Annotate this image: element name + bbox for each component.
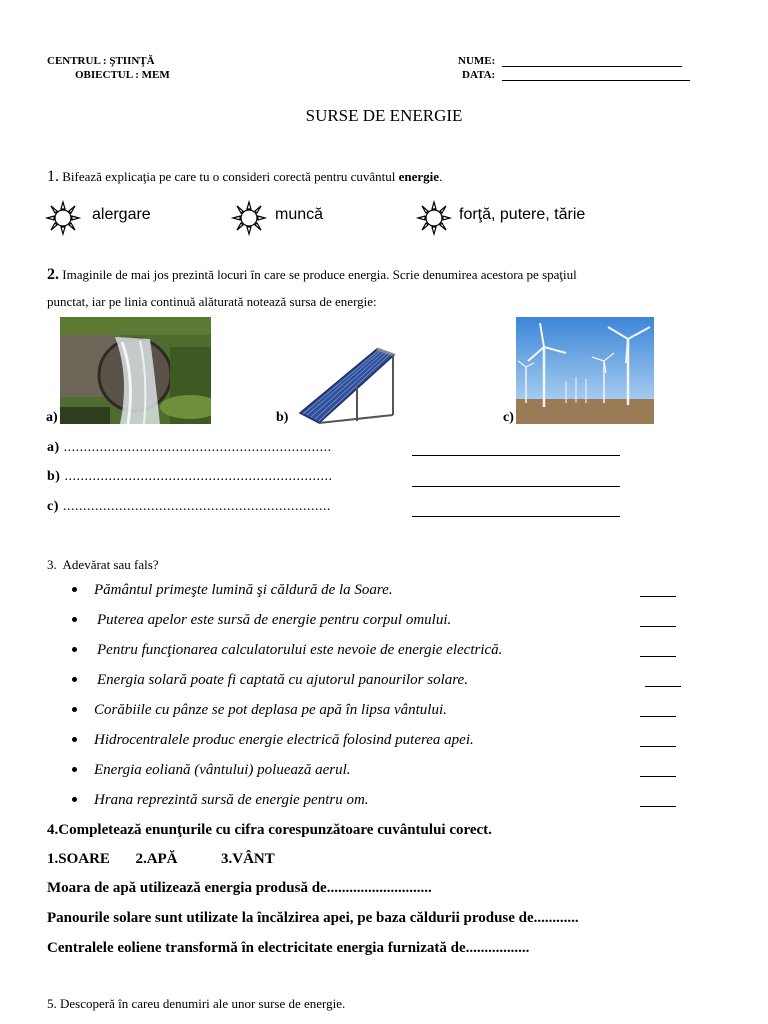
bullet-icon [72,587,77,592]
tf-statement-row [72,792,692,814]
tf-answer-blank[interactable] [640,716,676,717]
q4-sentence-3[interactable]: Centralele eoliene transformă în electricitate energia furnizată de................. [47,940,530,956]
q2-number: 2. [47,266,59,283]
bullet-icon [72,647,77,652]
q2-answer-row-a[interactable] [47,440,332,456]
bullet-icon [72,677,77,682]
q3-number: 3. [47,557,57,572]
subject-label: OBIECTUL : MEM [75,69,170,81]
q4-title: 4.Completează enunţurile cu cifra corespunzătoare cuvântului corect. [47,822,492,838]
q2-prompt-line1 [47,266,577,284]
tf-answer-blank[interactable] [640,626,676,627]
q1-option-3[interactable]: forţă, putere, tărie [459,206,586,223]
date-field-row [462,69,690,81]
tf-answer-blank[interactable] [640,776,676,777]
q4-option-2: 2.APĂ [135,851,178,867]
date-input-line[interactable] [502,80,690,81]
q4-sentence-2[interactable]: Panourile solare sunt utilizate la încălzirea apei, pe baza căldurii produse de............ [47,910,579,926]
answer-row-label: c) [47,499,59,514]
q1-number: 1. [47,168,59,185]
answer-row-label: a) [47,440,60,455]
q4-option-3: 3.VÂNT [221,851,275,867]
source-answer-line-a[interactable] [412,455,620,456]
sun-icon[interactable] [44,200,82,236]
solar-panel-image [297,345,397,425]
tf-answer-blank[interactable] [640,806,676,807]
bullet-icon [72,737,77,742]
bullet-icon [72,767,77,772]
tf-statement-row [72,582,692,604]
tf-statement: Pentru funcţionarea calculatorului este nevoie de energie electrică. [97,642,503,658]
q2-text-line1: Imaginile de mai jos prezintă locuri în care se produce energia. Scrie denumirea acestora pe spaţiul [62,267,577,282]
answer-row-label: b) [47,469,61,484]
image-label-c: c) [503,410,514,425]
tf-answer-blank[interactable] [640,656,676,657]
q2-answer-row-b[interactable] [47,469,332,485]
q3-prompt [47,557,159,573]
page-title: SURSE DE ENERGIE [305,106,463,125]
tf-statement-row [72,762,692,784]
date-label: DATA: [462,69,496,81]
dotted-answer-line[interactable]: ................................................................... [64,469,333,484]
q2-prompt-line2: punctat, iar pe linia continuă alăturată notează sursa de energie: [47,294,377,309]
tf-statement-row [72,672,692,694]
q2-answer-row-c[interactable] [47,499,331,515]
q1-prompt [47,168,442,186]
sun-icon[interactable] [415,200,453,236]
tf-answer-blank[interactable] [640,596,676,597]
source-answer-line-b[interactable] [412,486,620,487]
image-label-a: a) [46,410,58,425]
q4-option-1: 1.SOARE [47,851,110,867]
tf-statement: Hidrocentralele produc energie electrică folosind puterea apei. [94,732,474,748]
dotted-answer-line[interactable]: ................................................................... [63,440,332,455]
bullet-icon [72,617,77,622]
tf-statement: Hrana reprezintă sursă de energie pentru om. [94,792,369,808]
source-answer-line-c[interactable] [412,516,620,517]
center-label: CENTRUL : ŞTIINŢĂ [47,55,155,67]
q5-prompt: 5. Descoperă în careu denumiri ale unor surse de energie. [47,996,346,1011]
q1-option-2[interactable]: muncă [275,206,324,223]
name-input-line[interactable] [502,66,682,67]
bullet-icon [72,797,77,802]
image-label-b: b) [276,410,289,425]
q4-sentence-1[interactable]: Moara de apă utilizează energia produsă de............................ [47,880,432,896]
tf-statement: Pământul primeşte lumină şi căldură de la Soare. [94,582,393,598]
tf-statement: Energia eoliană (vântului) poluează aerul. [94,762,351,778]
tf-statement-row [72,732,692,754]
tf-answer-blank[interactable] [640,746,676,747]
tf-statement-row [72,702,692,724]
tf-statement-row [72,612,692,634]
q1-keyword: energie [398,169,440,184]
water-wheel-image [60,317,211,424]
tf-statement-row [72,642,692,664]
q1-option-1[interactable]: alergare [92,206,151,223]
tf-statement: Energia solară poate fi captată cu ajutorul panourilor solare. [97,672,468,688]
sun-icon[interactable] [230,200,268,236]
q3-title: Adevărat sau fals? [62,557,159,572]
name-field-row [458,55,682,67]
bullet-icon [72,707,77,712]
name-label: NUME: [458,55,496,67]
q1-text: Bifează explicaţia pe care tu o consideri corectă pentru cuvântul [62,169,396,184]
q4-options-row [47,851,275,868]
tf-statement: Corăbiile cu pânze se pot deplasa pe apă în lipsa vântului. [94,702,447,718]
wind-turbines-image [516,317,654,424]
tf-answer-blank[interactable] [645,686,681,687]
q1-text-end: . [439,169,443,184]
tf-statement: Puterea apelor este sursă de energie pentru corpul omului. [97,612,452,628]
dotted-answer-line[interactable]: ................................................................... [62,499,331,514]
